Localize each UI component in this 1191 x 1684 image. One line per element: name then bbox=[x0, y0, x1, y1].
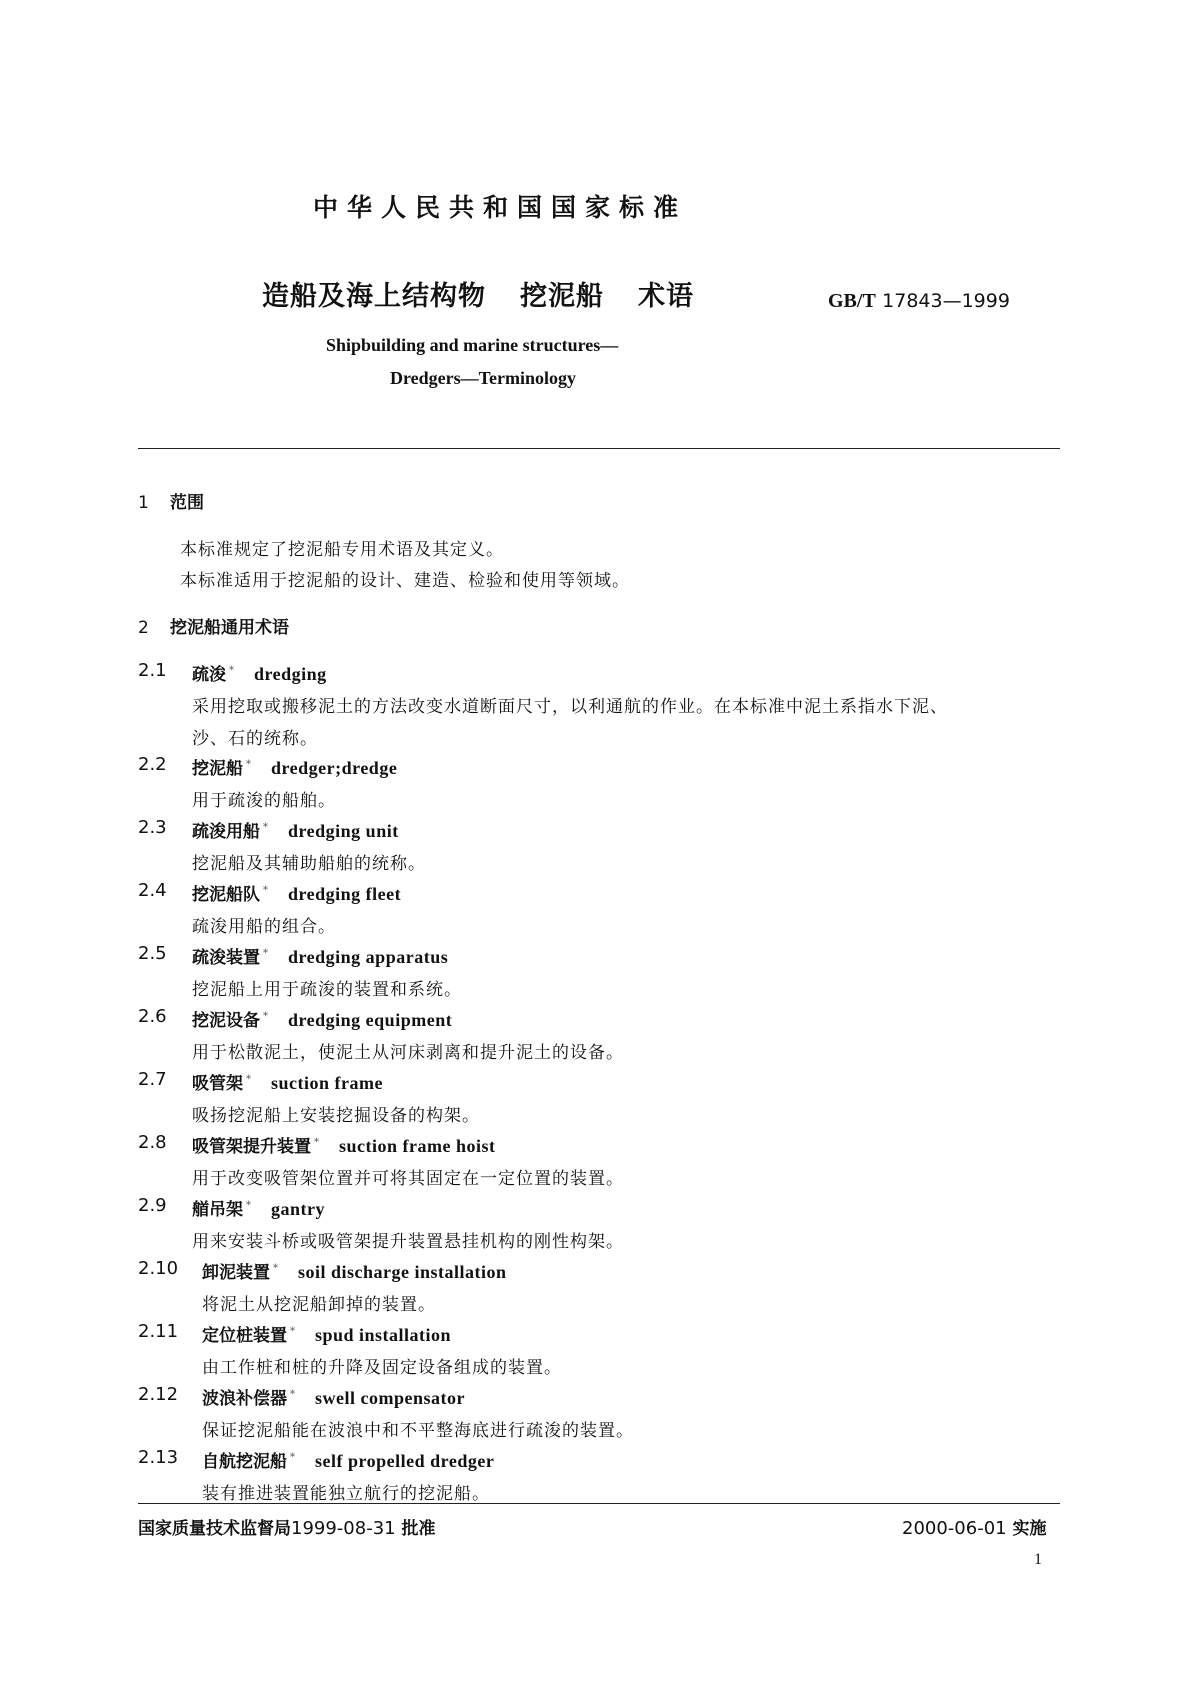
term-heading bbox=[202, 1258, 507, 1283]
term-definition: 用于疏浚的船舶。 bbox=[192, 791, 336, 811]
term-mark: * bbox=[273, 1263, 278, 1275]
term-heading bbox=[192, 754, 397, 779]
term-en: dredging fleet bbox=[288, 884, 402, 904]
term-mark: * bbox=[263, 948, 268, 960]
section-heading bbox=[138, 488, 204, 513]
term-mark: * bbox=[290, 1452, 295, 1464]
term-mark: * bbox=[246, 1200, 251, 1212]
term-cn: 定位桩装置 bbox=[202, 1326, 287, 1346]
term-cn: 挖泥船 bbox=[192, 759, 243, 779]
term-cn: 疏浚用船 bbox=[192, 822, 260, 842]
term-heading bbox=[192, 1069, 383, 1094]
paragraph: 本标准规定了挖泥船专用术语及其定义。 bbox=[180, 540, 504, 560]
standard-number: 17843—1999 bbox=[882, 290, 1010, 312]
approve-date: 1999-08-31 bbox=[291, 1518, 396, 1539]
term-cn: 挖泥设备 bbox=[192, 1011, 260, 1031]
term-cn: 艏吊架 bbox=[192, 1200, 243, 1220]
term-heading bbox=[202, 1447, 494, 1472]
section-heading bbox=[138, 613, 289, 638]
term-en: gantry bbox=[271, 1199, 325, 1219]
term-number: 2.7 bbox=[138, 1069, 167, 1090]
footer-divider bbox=[138, 1503, 1060, 1504]
effective-date: 2000-06-01 bbox=[902, 1518, 1007, 1539]
term-definition: 吸扬挖泥船上安装挖掘设备的构架。 bbox=[192, 1106, 480, 1126]
national-standard-heading: 中华人民共和国国家标准 bbox=[313, 193, 688, 222]
standard-prefix: GB/T bbox=[828, 290, 876, 312]
term-definition: 用于松散泥土，使泥土从河床剥离和提升泥土的设备。 bbox=[192, 1043, 624, 1063]
term-mark: * bbox=[314, 1137, 319, 1149]
standard-code bbox=[828, 288, 1010, 313]
term-mark: * bbox=[246, 759, 251, 771]
term-definition: 挖泥船上用于疏浚的装置和系统。 bbox=[192, 980, 462, 1000]
page-number: 1 bbox=[1034, 1551, 1042, 1568]
term-cn: 吸管架 bbox=[192, 1074, 243, 1094]
term-heading bbox=[192, 1006, 452, 1031]
term-definition: 沙、石的统称。 bbox=[192, 729, 318, 749]
term-number: 2.1 bbox=[138, 660, 167, 681]
term-definition: 挖泥船及其辅助船舶的统称。 bbox=[192, 854, 426, 874]
term-cn: 疏浚装置 bbox=[192, 948, 260, 968]
term-definition: 保证挖泥船能在波浪中和不平整海底进行疏浚的装置。 bbox=[202, 1421, 634, 1441]
effective-label: 实施 bbox=[1012, 1519, 1047, 1539]
section-number: 2 bbox=[138, 618, 149, 638]
term-cn: 卸泥装置 bbox=[202, 1263, 270, 1283]
document-title-en-line2: Dredgers—Terminology bbox=[390, 368, 576, 388]
term-heading bbox=[192, 660, 327, 685]
term-number: 2.8 bbox=[138, 1132, 167, 1153]
term-definition: 将泥土从挖泥船卸掉的装置。 bbox=[202, 1295, 436, 1315]
section-title: 挖泥船通用术语 bbox=[170, 618, 289, 638]
term-heading bbox=[202, 1384, 465, 1409]
term-definition: 疏浚用船的组合。 bbox=[192, 917, 336, 937]
term-number: 2.6 bbox=[138, 1006, 167, 1027]
term-mark: * bbox=[246, 1074, 251, 1086]
term-definition: 用于改变吸管架位置并可将其固定在一定位置的装置。 bbox=[192, 1169, 624, 1189]
term-en: dredging equipment bbox=[288, 1010, 453, 1030]
term-number: 2.10 bbox=[138, 1258, 179, 1279]
term-en: dredging apparatus bbox=[288, 947, 449, 967]
title-part: 挖泥船 bbox=[520, 281, 604, 312]
term-mark: * bbox=[290, 1389, 295, 1401]
term-mark: * bbox=[263, 1011, 268, 1023]
approval-info bbox=[138, 1514, 436, 1539]
term-mark: * bbox=[263, 822, 268, 834]
term-number: 2.4 bbox=[138, 880, 167, 901]
term-en: dredger;dredge bbox=[271, 758, 398, 778]
term-definition: 用来安装斗桥或吸管架提升装置悬挂机构的刚性构架。 bbox=[192, 1232, 624, 1252]
term-cn: 挖泥船队 bbox=[192, 885, 260, 905]
header-divider bbox=[138, 448, 1060, 449]
term-mark: * bbox=[229, 665, 234, 677]
term-heading bbox=[192, 817, 399, 842]
term-number: 2.11 bbox=[138, 1321, 179, 1342]
term-number: 2.13 bbox=[138, 1447, 179, 1468]
term-en: swell compensator bbox=[315, 1388, 465, 1408]
term-number: 2.12 bbox=[138, 1384, 179, 1405]
term-heading bbox=[192, 880, 401, 905]
effective-info bbox=[902, 1514, 1047, 1539]
term-definition: 装有推进装置能独立航行的挖泥船。 bbox=[202, 1484, 490, 1504]
term-en: spud installation bbox=[315, 1325, 452, 1345]
term-number: 2.5 bbox=[138, 943, 167, 964]
term-en: self propelled dredger bbox=[315, 1451, 495, 1471]
paragraph: 本标准适用于挖泥船的设计、建造、检验和使用等领域。 bbox=[180, 571, 630, 591]
term-number: 2.3 bbox=[138, 817, 167, 838]
term-cn: 吸管架提升装置 bbox=[192, 1137, 311, 1157]
document-title-en-line1: Shipbuilding and marine structures— bbox=[326, 335, 619, 355]
term-number: 2.9 bbox=[138, 1195, 167, 1216]
section-title: 范围 bbox=[170, 493, 204, 513]
term-heading bbox=[192, 1132, 496, 1157]
term-definition: 由工作桩和桩的升降及固定设备组成的装置。 bbox=[202, 1358, 562, 1378]
term-en: suction frame hoist bbox=[339, 1136, 496, 1156]
term-heading bbox=[192, 943, 448, 968]
approve-label: 批准 bbox=[401, 1519, 436, 1539]
term-heading bbox=[192, 1195, 325, 1220]
term-mark: * bbox=[263, 885, 268, 897]
issuer: 国家质量技术监督局 bbox=[138, 1519, 291, 1539]
term-en: soil discharge installation bbox=[298, 1262, 507, 1282]
term-en: dredging bbox=[254, 664, 327, 684]
title-part: 术语 bbox=[638, 281, 694, 312]
term-en: dredging unit bbox=[288, 821, 399, 841]
term-mark: * bbox=[290, 1326, 295, 1338]
term-number: 2.2 bbox=[138, 754, 167, 775]
term-heading bbox=[202, 1321, 451, 1346]
term-cn: 自航挖泥船 bbox=[202, 1452, 287, 1472]
term-cn: 波浪补偿器 bbox=[202, 1389, 287, 1409]
document-title-cn bbox=[262, 274, 728, 313]
term-definition: 采用挖取或搬移泥土的方法改变水道断面尺寸，以利通航的作业。在本标准中泥土系指水下泥、 bbox=[192, 697, 948, 717]
title-part: 造船及海上结构物 bbox=[262, 281, 486, 312]
term-cn: 疏浚 bbox=[192, 665, 226, 685]
term-en: suction frame bbox=[271, 1073, 383, 1093]
section-number: 1 bbox=[138, 493, 149, 513]
